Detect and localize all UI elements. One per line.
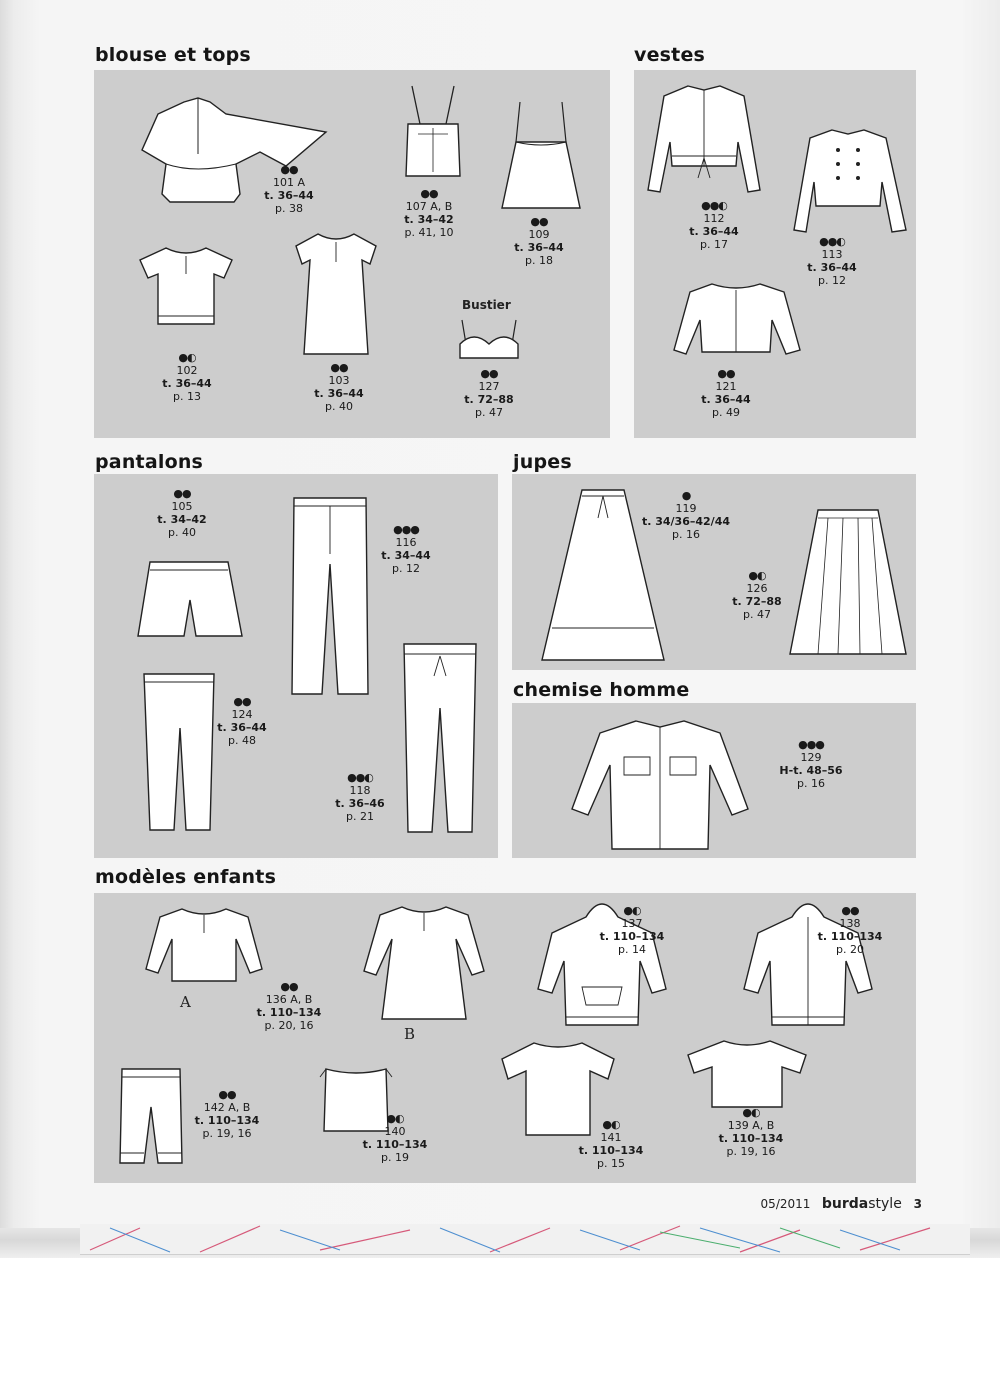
difficulty-dots: ●●● [393, 523, 419, 536]
section-title-enfants: modèles enfants [95, 866, 277, 888]
page-ref: p. 40 [325, 400, 353, 413]
page-ref: p. 49 [712, 406, 740, 419]
difficulty-dots: ●◐ [386, 1112, 404, 1125]
difficulty-dots: ●● [218, 1088, 236, 1101]
page-ref: p. 48 [228, 734, 256, 747]
size-range: t. 36–44 [217, 721, 267, 734]
brand-logo: burda [821, 1196, 869, 1212]
drawing-top-107 [398, 84, 468, 188]
size-range: t. 34–42 [404, 213, 454, 226]
section-title-pantalons: pantalons [95, 451, 204, 473]
page-ref: p. 12 [818, 274, 846, 287]
item-118 [320, 772, 400, 823]
drawing-kids-blouse-136a [142, 905, 266, 991]
drawing-skirt-126 [788, 508, 908, 662]
model-number: 105 [171, 500, 193, 513]
model-number: 107 A, B [405, 200, 453, 213]
section-title-jupes: jupes [513, 451, 572, 473]
difficulty-dots: ●◐ [178, 351, 196, 364]
size-range: t. 72–88 [464, 393, 514, 406]
size-range: t. 36–44 [264, 189, 314, 202]
page-ref: p. 19, 16 [202, 1127, 252, 1140]
section-title-vestes: vestes [634, 44, 706, 66]
panel-enfants [94, 893, 916, 1183]
difficulty-dots: ●◐ [742, 1106, 760, 1119]
difficulty-dots: ●● [841, 904, 859, 917]
panel-blouses [94, 70, 610, 438]
difficulty-dots: ●●◐ [819, 235, 845, 248]
page-ref: p. 20 [836, 943, 864, 956]
panel-chemise [512, 703, 916, 858]
size-range: t. 36–44 [162, 377, 212, 390]
size-range: t. 36–44 [701, 393, 751, 406]
size-range: t. 36–44 [807, 261, 857, 274]
section-title-chemise: chemise homme [513, 679, 690, 701]
drawing-jacket-113 [792, 126, 910, 240]
size-range: t. 36–46 [335, 797, 385, 810]
item-121 [686, 368, 766, 419]
drawing-kids-trousers-142 [116, 1067, 186, 1171]
drawing-shirt-129 [570, 717, 752, 857]
difficulty-dots: ●● [480, 367, 498, 380]
variant-letter-a: A [180, 993, 191, 1011]
bustier-label: Bustier [462, 298, 511, 312]
difficulty-dots: ●● [280, 980, 298, 993]
drawing-shorts-105 [136, 560, 246, 644]
page-number: 3 [913, 1197, 922, 1211]
page-ref: p. 19 [381, 1151, 409, 1164]
size-range: t. 110–134 [194, 1114, 260, 1127]
item-113 [792, 236, 872, 287]
model-number: 119 [675, 502, 697, 515]
drawing-jacket-112 [644, 82, 764, 210]
item-103 [294, 362, 384, 413]
size-range: t. 34/36–42/44 [641, 515, 731, 528]
panel-jupes [512, 474, 916, 670]
section-title-blouses: blouse et tops [95, 44, 251, 66]
issue-date: 05/2011 [760, 1197, 811, 1211]
page-ref: p. 19, 16 [726, 1145, 776, 1158]
size-range: H-t. 48–56 [779, 764, 843, 777]
panel-vestes [634, 70, 916, 438]
variant-letter-b: B [404, 1025, 416, 1043]
item-101 [244, 164, 334, 215]
item-112 [674, 200, 754, 251]
size-range: t. 36–44 [689, 225, 739, 238]
page-ref: p. 38 [275, 202, 303, 215]
difficulty-dots: ●◐ [748, 569, 766, 582]
item-136 [244, 981, 334, 1032]
size-range: t. 34–44 [381, 549, 431, 562]
item-109 [494, 216, 584, 267]
item-124 [202, 696, 282, 747]
drawing-top-109 [496, 100, 586, 214]
page-ref: p. 20, 16 [264, 1019, 314, 1032]
model-number: 141 [600, 1131, 622, 1144]
model-number: 109 [528, 228, 550, 241]
item-107 [384, 188, 474, 239]
model-number: 127 [478, 380, 500, 393]
item-138 [810, 905, 890, 956]
panel-pantalons [94, 474, 498, 858]
drawing-bustier-127 [454, 318, 524, 372]
drawing-kids-dress-136b [362, 903, 488, 1027]
item-142 [182, 1089, 272, 1140]
difficulty-dots: ● [681, 489, 691, 502]
size-range: t. 110–134 [817, 930, 883, 943]
item-129 [766, 739, 856, 790]
item-127 [444, 368, 534, 419]
size-range: t. 110–134 [578, 1144, 644, 1157]
brand-logo-suffix: style [868, 1196, 902, 1212]
drawing-trousers-116 [286, 494, 376, 708]
model-number: 139 A, B [727, 1119, 775, 1132]
page-ref: p. 18 [525, 254, 553, 267]
model-number: 129 [800, 751, 822, 764]
model-number: 142 A, B [203, 1101, 251, 1114]
size-range: t. 110–134 [599, 930, 665, 943]
drawing-trousers-118 [396, 642, 486, 842]
model-number: 113 [821, 248, 843, 261]
size-range: t. 72–88 [732, 595, 782, 608]
page-ref: p. 47 [743, 608, 771, 621]
model-number: 138 [839, 917, 861, 930]
model-number: 116 [395, 536, 417, 549]
item-102 [142, 352, 232, 403]
difficulty-dots: ●● [420, 187, 438, 200]
difficulty-dots: ●◐ [623, 904, 641, 917]
page-ref: p. 15 [597, 1157, 625, 1170]
model-number: 137 [621, 917, 643, 930]
difficulty-dots: ●◐ [602, 1118, 620, 1131]
model-number: 136 A, B [265, 993, 313, 1006]
difficulty-dots: ●● [330, 361, 348, 374]
size-range: t. 34–42 [157, 513, 207, 526]
page-ref: p. 40 [168, 526, 196, 539]
difficulty-dots: ●● [280, 163, 298, 176]
page-footer [761, 1196, 922, 1212]
page-ref: p. 41, 10 [404, 226, 454, 239]
page-ref: p. 16 [797, 777, 825, 790]
model-number: 121 [715, 380, 737, 393]
page-ref: p. 16 [672, 528, 700, 541]
page-ref: p. 17 [700, 238, 728, 251]
model-number: 103 [328, 374, 350, 387]
item-137 [592, 905, 672, 956]
page-ref: p. 12 [392, 562, 420, 575]
size-range: t. 36–44 [314, 387, 364, 400]
difficulty-dots: ●●● [798, 738, 824, 751]
size-range: t. 110–134 [718, 1132, 784, 1145]
page-ref: p. 47 [475, 406, 503, 419]
drawing-blouse-103 [290, 230, 382, 362]
model-number: 112 [703, 212, 725, 225]
difficulty-dots: ●● [173, 487, 191, 500]
item-140 [350, 1113, 440, 1164]
item-119 [630, 490, 742, 541]
size-range: t. 110–134 [256, 1006, 322, 1019]
underlying-pattern-sheet [80, 1224, 970, 1255]
model-number: 126 [746, 582, 768, 595]
page-ref: p. 13 [173, 390, 201, 403]
item-105 [142, 488, 222, 539]
difficulty-dots: ●● [233, 695, 251, 708]
page-ref: p. 14 [618, 943, 646, 956]
size-range: t. 110–134 [362, 1138, 428, 1151]
difficulty-dots: ●● [717, 367, 735, 380]
item-116 [366, 524, 446, 575]
model-number: 140 [384, 1125, 406, 1138]
model-number: 118 [349, 784, 371, 797]
size-range: t. 36–44 [514, 241, 564, 254]
item-139 [706, 1107, 796, 1158]
item-126 [712, 570, 802, 621]
drawing-blouse-102 [136, 244, 236, 338]
difficulty-dots: ●●◐ [347, 771, 373, 784]
model-number: 124 [231, 708, 253, 721]
difficulty-dots: ●● [530, 215, 548, 228]
drawing-jacket-121 [672, 280, 802, 364]
difficulty-dots: ●●◐ [701, 199, 727, 212]
item-141 [566, 1119, 656, 1170]
model-number: 102 [176, 364, 198, 377]
model-number: 101 A [272, 176, 306, 189]
page-ref: p. 21 [346, 810, 374, 823]
